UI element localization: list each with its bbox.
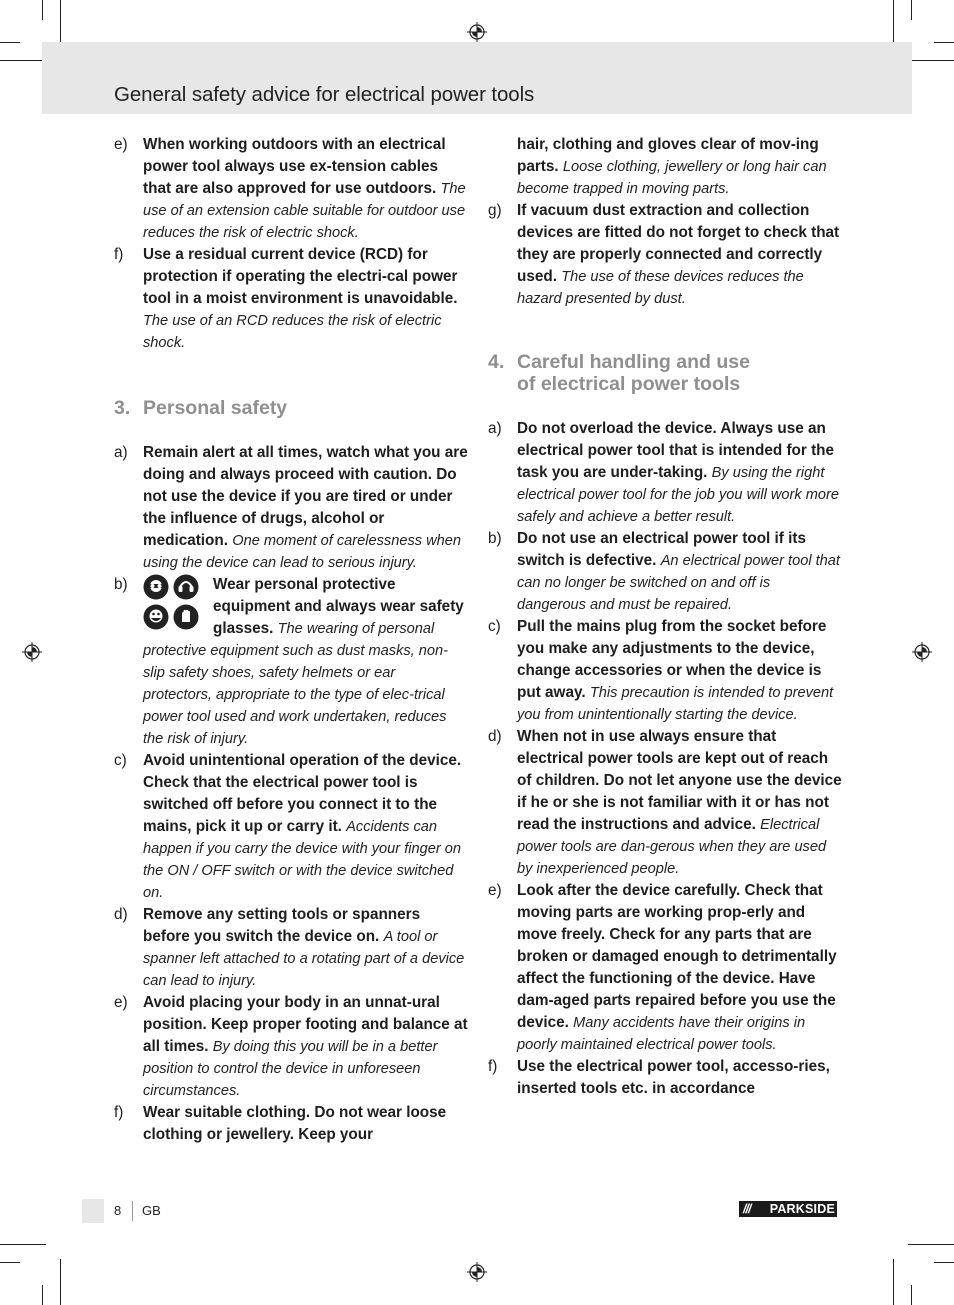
item-label: f): [488, 1058, 498, 1075]
item-label: d): [488, 728, 502, 745]
brand-stripes: ///: [743, 1202, 751, 1216]
item-explanation: One moment of carelessness when using the device can lead to serious injury.: [143, 533, 461, 571]
item-explanation: This precaution is intended to prevent you from unintentionally starting the device.: [517, 685, 834, 723]
page-title: General safety advice for electrical power tools: [114, 83, 535, 106]
crop-mark: [908, 60, 954, 61]
item-label: g): [488, 202, 502, 219]
item-explanation: The use of an extension cable suitable for outdoor use reduces the risk of electric shock.: [143, 181, 466, 241]
brand-logo: [739, 1201, 837, 1217]
item-instruction: Do not overload the device. Always use an electrical power tool that is intended for the task you are under-taking.: [517, 420, 835, 481]
list-item-continuation: [488, 134, 842, 200]
crop-mark: [60, 1259, 61, 1305]
list-item: [114, 134, 468, 244]
list-item: [114, 1102, 468, 1146]
crop-mark: [908, 1244, 954, 1245]
list-item: [488, 528, 842, 616]
item-label: f): [114, 246, 124, 263]
item-instruction: Wear personal protective equipment and always wear safety glasses.: [213, 576, 464, 637]
crop-mark: [934, 42, 954, 43]
item-explanation: The wearing of personal protective equipment such as dust masks, non-slip safety shoes, safety helmets or ear protectors, appropriate to the type of elec-trical power tool used and work undertaken, reduces the risk of injury.: [143, 621, 449, 747]
item-instruction: Remove any setting tools or spanners before you switch the device on.: [143, 906, 421, 945]
item-instruction: Do not use an electrical power tool if its switch is defective.: [517, 530, 806, 569]
crop-mark: [60, 0, 61, 46]
item-label: c): [488, 618, 501, 635]
crop-mark: [893, 0, 894, 46]
item-explanation: By using the right electrical power tool for the job you will work more safely and achieve a better result.: [517, 465, 840, 525]
item-instruction: Remain alert at all times, watch what you are doing and always proceed with caution. Do not use the device if you are tired or under the influence of drugs, alcohol or medication.: [143, 444, 468, 549]
item-instruction: When not in use always ensure that electrical power tools are kept out of reach of children. Do not let anyone use the device if he or she is not familiar with it or has not read the instructions and advice.: [517, 728, 842, 833]
footer-page-box: [82, 1199, 104, 1223]
registration-mark-icon: [467, 1262, 487, 1282]
section-title-line: of electrical power tools: [517, 373, 741, 395]
crop-mark: [0, 60, 46, 61]
crop-mark: [0, 1262, 20, 1263]
section-number: 3.: [114, 397, 131, 419]
list-item: [488, 880, 842, 1056]
dust-mask-icon: [143, 604, 169, 630]
section-heading: [488, 351, 842, 395]
list-item: [488, 1056, 842, 1100]
crop-mark: [0, 42, 20, 43]
item-label: f): [114, 1104, 124, 1121]
list-item: [114, 442, 468, 574]
item-instruction: hair, clothing and gloves clear of mov-ing parts.: [517, 136, 819, 175]
footer-divider: [132, 1201, 133, 1221]
item-explanation: Electrical power tools are dan-gerous when they are used by inexperienced people.: [517, 817, 827, 877]
registration-mark-icon: [22, 642, 42, 662]
item-label: e): [488, 882, 502, 899]
section-title: Personal safety: [143, 397, 288, 419]
list-item: [488, 616, 842, 726]
crop-mark: [934, 1262, 954, 1263]
crop-mark: [42, 0, 43, 20]
item-instruction: Use a residual current device (RCD) for protection if operating the electri-cal power tool in a moist environment is unavoidable.: [143, 246, 458, 307]
item-explanation: Many accidents have their origins in poorly maintained electrical power tools.: [517, 1015, 806, 1053]
item-label: b): [114, 576, 128, 593]
item-label: d): [114, 906, 128, 923]
list-item: [114, 992, 468, 1102]
crop-mark: [0, 1244, 46, 1245]
list-item: [488, 418, 842, 528]
crop-mark: [42, 1285, 43, 1305]
right-column: [488, 134, 842, 1100]
item-explanation: The use of an RCD reduces the risk of electric shock.: [143, 313, 442, 351]
item-explanation: By doing this you will be in a better position to control the device in unforeseen circumstances.: [143, 1039, 438, 1099]
list-item: [114, 904, 468, 992]
item-instruction: Pull the mains plug from the socket before you make any adjustments to the device, change accessories or when the device is put away.: [517, 618, 827, 701]
item-instruction: Use the electrical power tool, accesso-ries, inserted tools etc. in accordance: [517, 1058, 830, 1097]
item-explanation: Accidents can happen if you carry the device with your finger on the ON / OFF switch or with the device switched on.: [143, 819, 461, 901]
item-instruction: Avoid placing your body in an unnat-ural position. Keep proper footing and balance at all times.: [143, 994, 468, 1055]
registration-mark-icon: [467, 22, 487, 42]
registration-mark-icon: [912, 642, 932, 662]
item-explanation: An electrical power tool that can no longer be switched on and off is dangerous and must be repaired.: [517, 553, 840, 613]
item-instruction: Look after the device carefully. Check that moving parts are working prop-erly and move freely. Check for any parts that are broken or damaged enough to detrimentally affect the functioning of the device. Have dam-aged parts repaired before you use the device.: [517, 882, 837, 1031]
section-number: 4.: [488, 351, 505, 373]
item-label: e): [114, 136, 128, 153]
list-item: [488, 200, 842, 310]
item-instruction: Avoid unintentional operation of the device. Check that the electrical power tool is switched off before you connect it to the mains, pick it up or carry it.: [143, 752, 462, 835]
left-column: [114, 134, 468, 1146]
section-heading: [114, 397, 468, 419]
item-label: c): [114, 752, 127, 769]
crop-mark: [911, 1285, 912, 1305]
ear-protection-icon: [173, 574, 199, 600]
item-label: a): [114, 444, 128, 461]
section-title-line: Careful handling and use: [517, 351, 750, 373]
item-label: a): [488, 420, 502, 437]
item-label: e): [114, 994, 128, 1011]
safety-glasses-icon: [143, 574, 169, 600]
item-explanation: The use of these devices reduces the hazard presented by dust.: [517, 269, 804, 307]
list-item: [488, 726, 842, 880]
list-item: [114, 574, 468, 750]
language-code: GB: [142, 1203, 161, 1218]
list-item: [114, 244, 468, 354]
crop-mark: [911, 0, 912, 20]
list-item: [114, 750, 468, 904]
brand-name: PARKSIDE: [769, 1202, 835, 1216]
item-explanation: A tool or spanner left attached to a rotating part of a device can lead to injury.: [143, 929, 465, 989]
ppe-icons: [143, 574, 199, 630]
item-instruction: Wear suitable clothing. Do not wear loose clothing or jewellery. Keep your: [143, 1104, 447, 1143]
item-explanation: Loose clothing, jewellery or long hair can become trapped in moving parts.: [517, 159, 827, 197]
item-label: b): [488, 530, 502, 547]
page-number: 8: [114, 1203, 122, 1218]
gloves-icon: [173, 604, 199, 630]
item-instruction: When working outdoors with an electrical power tool always use ex-tension cables that are also approved for use outdoors.: [143, 136, 446, 197]
item-instruction: If vacuum dust extraction and collection devices are fitted do not forget to check that they are properly connected and correctly used.: [517, 202, 840, 285]
crop-mark: [893, 1259, 894, 1305]
